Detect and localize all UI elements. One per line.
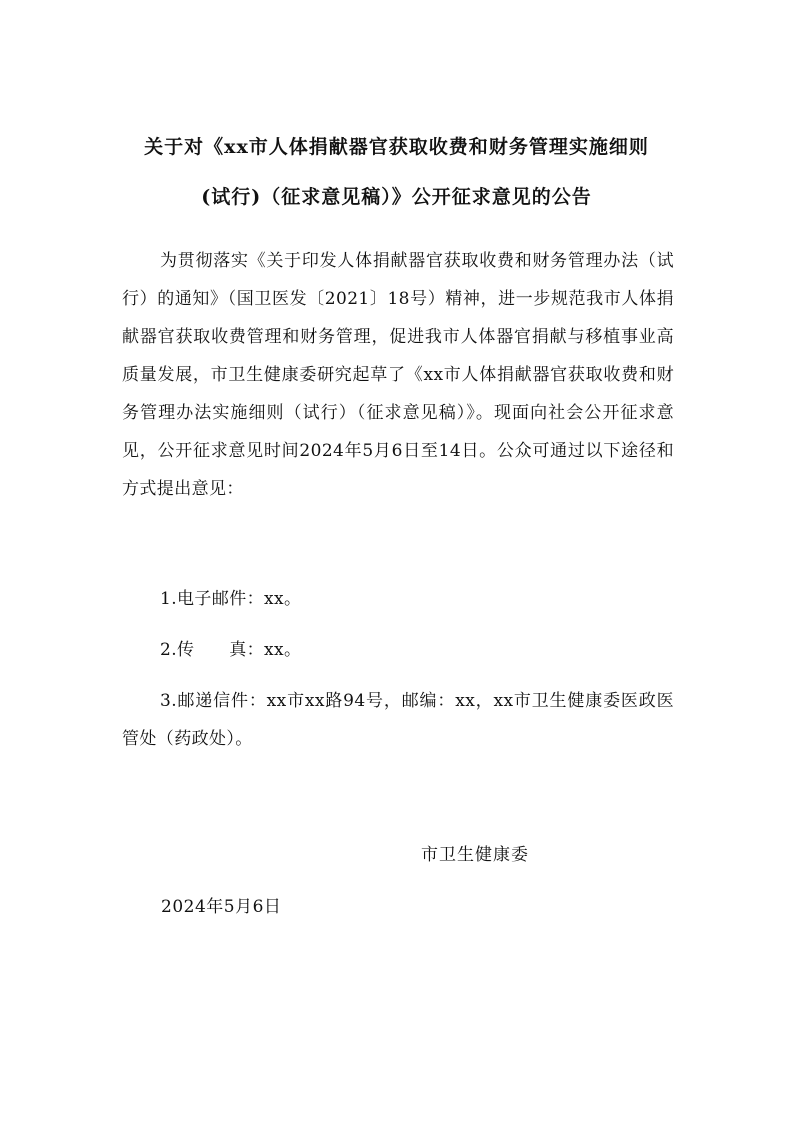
list-item-mail: 3.邮递信件：xx市xx路94号，邮编：xx，xx市卫生健康委医政医管处（药政处）。 <box>122 691 674 749</box>
list-item-email: 1.电子邮件：xx。 <box>160 589 302 609</box>
document-title-line-1: 关于对《xx市人体捐献器官获取收费和财务管理实施细则 <box>144 136 649 158</box>
issue-date: 2024年5月6日 <box>161 897 282 917</box>
intro-paragraph: 为贯彻落实《关于印发人体捐献器官获取收费和财务管理办法（试行）的通知》（国卫医发〔2021〕18号）精神，进一步规范我市人体捐献器官获取收费管理和财务管理，促进我市人体器官捐献与移植事业高质量发展，市卫生健康委研究起草了《xx市人体捐献器官获取收费和财务管理办法实施细则（试行）（征求意见稿）》。现面向社会公开征求意见，公开征求意见时间2024年5月6日至14日。公众可通过以下途径和方式提出意见： <box>122 251 674 499</box>
issuer-signature: 市卫生健康委 <box>421 845 529 865</box>
list-item-fax: 2.传 真：xx。 <box>160 640 302 660</box>
document-title-line-2: (试行)（征求意见稿）》公开征求意见的公告 <box>201 186 592 208</box>
